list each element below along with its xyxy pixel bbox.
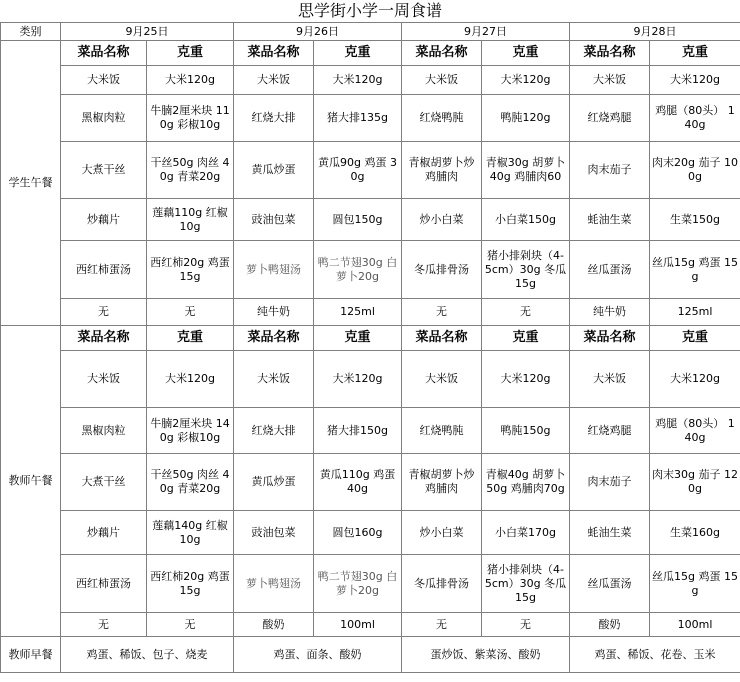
- dish-name: 纯牛奶: [234, 299, 314, 326]
- dish-weight: 圆包150g: [314, 199, 402, 241]
- dish-weight: 100ml: [650, 613, 740, 637]
- weight-header: 克重: [147, 326, 234, 351]
- dish-name: 西红柿蛋汤: [61, 555, 147, 613]
- dish-weight: 无: [482, 299, 570, 326]
- dish-weight: 大米120g: [314, 351, 402, 408]
- dish-name: 红烧鸡腿: [570, 95, 650, 142]
- dish-name: 无: [402, 299, 482, 326]
- dish-weight: 猪大排135g: [314, 95, 402, 142]
- dish-weight: 猪小排剁块（4-5cm）30g 冬瓜 15g: [482, 555, 570, 613]
- dish-name: 炒小白菜: [402, 511, 482, 555]
- date-header: 9月28日: [570, 23, 740, 41]
- dish-weight: 鸭二节翅30g 白萝卜20g: [314, 241, 402, 299]
- dish-weight: 大米120g: [482, 351, 570, 408]
- dish-name: 豉油包菜: [234, 511, 314, 555]
- dish-weight: 125ml: [314, 299, 402, 326]
- dish-name: 无: [61, 299, 147, 326]
- dish-weight: 无: [482, 613, 570, 637]
- dish-name: 大米饭: [61, 351, 147, 408]
- dish-weight: 大米120g: [314, 66, 402, 95]
- menu-row: [1, 555, 740, 613]
- dish-name: 大米饭: [570, 351, 650, 408]
- dish-name-header: 菜品名称: [234, 41, 314, 66]
- weight-header: 克重: [147, 41, 234, 66]
- dish-weight: 大米120g: [147, 351, 234, 408]
- dish-name: 红烧鸡腿: [570, 408, 650, 454]
- dish-name: 无: [402, 613, 482, 637]
- dish-name: 西红柿蛋汤: [61, 241, 147, 299]
- dish-name: 黄瓜炒蛋: [234, 454, 314, 511]
- dish-name: 红烧大排: [234, 408, 314, 454]
- dish-weight: 猪大排150g: [314, 408, 402, 454]
- dish-name: 蚝油生菜: [570, 199, 650, 241]
- dish-weight: 大米120g: [650, 66, 740, 95]
- dish-weight: 100ml: [314, 613, 402, 637]
- weight-header: 克重: [314, 326, 402, 351]
- menu-row: [1, 454, 740, 511]
- menu-row: [1, 199, 740, 241]
- date-header: 9月25日: [61, 23, 234, 41]
- dish-weight: 生菜150g: [650, 199, 740, 241]
- dish-weight: 生菜160g: [650, 511, 740, 555]
- menu-title: 思学街小学一周食谱: [297, 1, 442, 20]
- weight-header: 克重: [650, 326, 740, 351]
- weight-header: 克重: [314, 41, 402, 66]
- column-header-row: [1, 326, 740, 351]
- dish-name: 冬瓜排骨汤: [402, 555, 482, 613]
- weight-header: 克重: [650, 41, 740, 66]
- dish-name: 大米饭: [234, 66, 314, 95]
- dish-weight: 肉末30g 茄子 120g: [650, 454, 740, 511]
- dish-weight: 小白菜150g: [482, 199, 570, 241]
- dish-name: 大米饭: [570, 66, 650, 95]
- dish-weight: 西红柿20g 鸡蛋 15g: [147, 555, 234, 613]
- dish-weight: 鸡腿（80头） 140g: [650, 95, 740, 142]
- dish-name-header: 菜品名称: [402, 326, 482, 351]
- dish-name: 萝卜鸭翅汤: [234, 555, 314, 613]
- dish-name: 蚝油生菜: [570, 511, 650, 555]
- dish-weight: 丝瓜15g 鸡蛋 15g: [650, 241, 740, 299]
- dish-name: 无: [61, 613, 147, 637]
- dish-name: 纯牛奶: [570, 299, 650, 326]
- dish-weight: 莲藕110g 红椒 10g: [147, 199, 234, 241]
- dish-name: 炒小白菜: [402, 199, 482, 241]
- dish-name-header: 菜品名称: [570, 326, 650, 351]
- weight-header: 克重: [482, 41, 570, 66]
- dish-name: 黑椒肉粒: [61, 408, 147, 454]
- dish-weight: 青椒40g 胡萝卜50g 鸡脯肉70g: [482, 454, 570, 511]
- dish-weight: 干丝50g 肉丝 40g 青菜20g: [147, 454, 234, 511]
- dish-weight: 黄瓜110g 鸡蛋 40g: [314, 454, 402, 511]
- dish-weight: 鸭肫120g: [482, 95, 570, 142]
- dish-name-header: 菜品名称: [61, 326, 147, 351]
- dish-name: 大米饭: [402, 351, 482, 408]
- dish-weight: 西红柿20g 鸡蛋 15g: [147, 241, 234, 299]
- dish-name: 红烧鸭肫: [402, 408, 482, 454]
- dish-name: 青椒胡萝卜炒鸡脯肉: [402, 142, 482, 199]
- dish-name: 豉油包菜: [234, 199, 314, 241]
- dish-name: 大米饭: [234, 351, 314, 408]
- dish-weight: 大米120g: [650, 351, 740, 408]
- dish-weight: 丝瓜15g 鸡蛋 15g: [650, 555, 740, 613]
- dish-name: 黄瓜炒蛋: [234, 142, 314, 199]
- breakfast-items: 鸡蛋、面条、酸奶: [234, 637, 402, 673]
- dish-name: 青椒胡萝卜炒鸡脯肉: [402, 454, 482, 511]
- menu-row: [1, 351, 740, 408]
- dish-weight: 鸭肫150g: [482, 408, 570, 454]
- date-header: 9月26日: [234, 23, 402, 41]
- menu-row: [1, 299, 740, 326]
- dish-name-header: 菜品名称: [61, 41, 147, 66]
- dish-name: 肉末茄子: [570, 142, 650, 199]
- dish-weight: 无: [147, 613, 234, 637]
- dish-name: 肉末茄子: [570, 454, 650, 511]
- date-header-row: [1, 23, 740, 41]
- dish-name: 丝瓜蛋汤: [570, 555, 650, 613]
- menu-row: [1, 511, 740, 555]
- menu-row: [1, 241, 740, 299]
- date-header: 9月27日: [402, 23, 570, 41]
- dish-weight: 肉末20g 茄子 100g: [650, 142, 740, 199]
- category-header: 类别: [1, 23, 61, 41]
- dish-name: 红烧鸭肫: [402, 95, 482, 142]
- dish-name: 丝瓜蛋汤: [570, 241, 650, 299]
- dish-weight: 无: [147, 299, 234, 326]
- dish-weight: 圆包160g: [314, 511, 402, 555]
- breakfast-label: 教师早餐: [1, 637, 61, 673]
- dish-name: 萝卜鸭翅汤: [234, 241, 314, 299]
- dish-name: 红烧大排: [234, 95, 314, 142]
- dish-weight: 鸡腿（80头） 140g: [650, 408, 740, 454]
- dish-weight: 干丝50g 肉丝 40g 青菜20g: [147, 142, 234, 199]
- section-label: 学生午餐: [1, 41, 61, 326]
- dish-name: 酸奶: [234, 613, 314, 637]
- dish-weight: 大米120g: [482, 66, 570, 95]
- dish-weight: 大米120g: [147, 66, 234, 95]
- dish-weight: 125ml: [650, 299, 740, 326]
- dish-name-header: 菜品名称: [234, 326, 314, 351]
- dish-weight: 青椒30g 胡萝卜40g 鸡脯肉60: [482, 142, 570, 199]
- dish-name: 炒藕片: [61, 511, 147, 555]
- dish-weight: 鸭二节翅30g 白萝卜20g: [314, 555, 402, 613]
- menu-row: [1, 95, 740, 142]
- menu-row: [1, 66, 740, 95]
- breakfast-items: 鸡蛋、稀饭、包子、烧麦: [61, 637, 234, 673]
- menu-row: [1, 408, 740, 454]
- dish-weight: 黄瓜90g 鸡蛋 30g: [314, 142, 402, 199]
- dish-weight: 小白菜170g: [482, 511, 570, 555]
- dish-name: 大煮干丝: [61, 142, 147, 199]
- dish-name-header: 菜品名称: [402, 41, 482, 66]
- dish-name: 冬瓜排骨汤: [402, 241, 482, 299]
- column-header-row: [1, 41, 740, 66]
- dish-name: 大煮干丝: [61, 454, 147, 511]
- dish-weight: 牛腩2厘米块 110g 彩椒10g: [147, 95, 234, 142]
- menu-row: [1, 613, 740, 637]
- weekly-menu-table: [0, 22, 740, 673]
- dish-weight: 莲藕140g 红椒 10g: [147, 511, 234, 555]
- breakfast-items: 蛋炒饭、紫菜汤、酸奶: [402, 637, 570, 673]
- dish-name: 大米饭: [402, 66, 482, 95]
- weight-header: 克重: [482, 326, 570, 351]
- breakfast-items: 鸡蛋、稀饭、花卷、玉米: [570, 637, 740, 673]
- dish-name: 黑椒肉粒: [61, 95, 147, 142]
- dish-name-header: 菜品名称: [570, 41, 650, 66]
- dish-name: 大米饭: [61, 66, 147, 95]
- section-label: 教师午餐: [1, 326, 61, 637]
- dish-weight: 牛腩2厘米块 140g 彩椒10g: [147, 408, 234, 454]
- dish-weight: 猪小排剁块（4-5cm）30g 冬瓜 15g: [482, 241, 570, 299]
- teacher-breakfast-row: [1, 637, 740, 673]
- dish-name: 炒藕片: [61, 199, 147, 241]
- menu-row: [1, 142, 740, 199]
- dish-name: 酸奶: [570, 613, 650, 637]
